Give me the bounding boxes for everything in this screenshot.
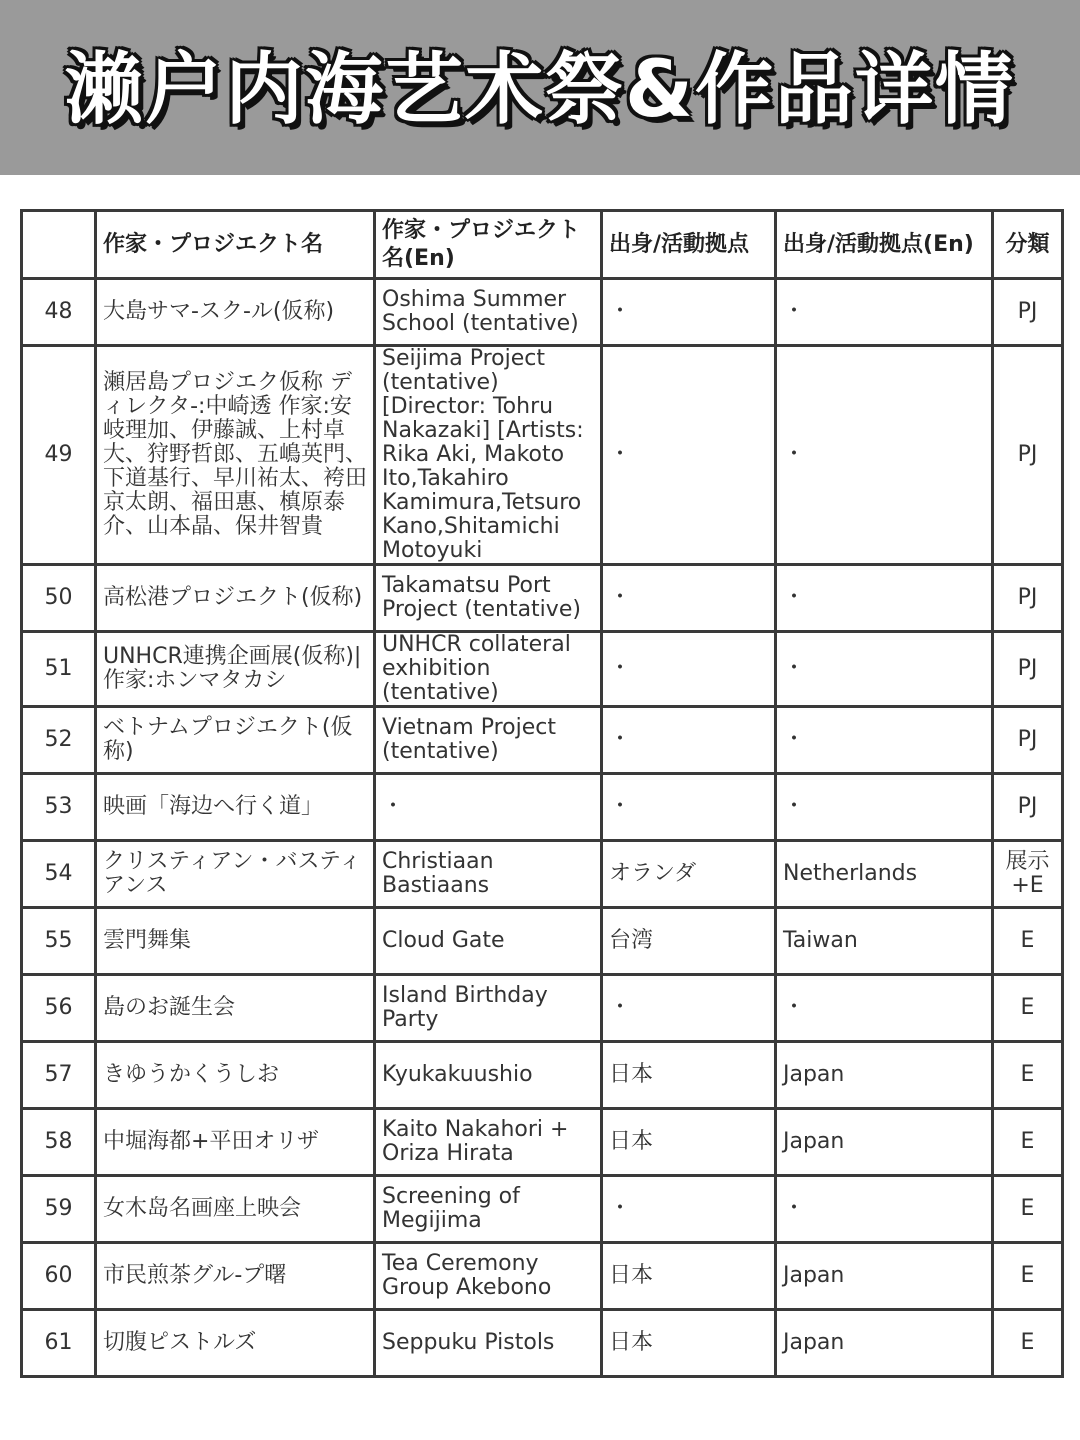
- table-row: [22, 279, 1063, 346]
- origin-jp: ・: [602, 707, 776, 774]
- row-number: 58: [22, 1109, 96, 1176]
- row-number: 60: [22, 1243, 96, 1310]
- origin-jp: ・: [602, 279, 776, 346]
- row-number: 51: [22, 632, 96, 707]
- table-row: [22, 707, 1063, 774]
- row-number: 61: [22, 1310, 96, 1377]
- row-number: 50: [22, 565, 96, 632]
- table-row: [22, 841, 1063, 908]
- category: E: [993, 975, 1063, 1042]
- header-category: 分類: [993, 211, 1063, 279]
- category: PJ: [993, 346, 1063, 565]
- category: E: [993, 1042, 1063, 1109]
- table-row: [22, 1109, 1063, 1176]
- name-jp: 女木岛名画座上映会: [96, 1176, 375, 1243]
- row-number: 55: [22, 908, 96, 975]
- name-jp: 島のお誕生会: [96, 975, 375, 1042]
- table-row: [22, 975, 1063, 1042]
- origin-jp: ・: [602, 1176, 776, 1243]
- table-row: [22, 1310, 1063, 1377]
- row-number: 56: [22, 975, 96, 1042]
- category: E: [993, 1109, 1063, 1176]
- origin-jp: オランダ: [602, 841, 776, 908]
- header-name-jp: 作家・プロジエクト名: [96, 211, 375, 279]
- origin-jp: 日本: [602, 1310, 776, 1377]
- name-en: Tea Ceremony Group Akebono: [375, 1243, 602, 1310]
- origin-en: Japan: [776, 1109, 993, 1176]
- name-jp: 映画「海边へ行く道」: [96, 774, 375, 841]
- table-row: [22, 1176, 1063, 1243]
- category: PJ: [993, 632, 1063, 707]
- name-jp: クリスティアン・バスティアンス: [96, 841, 375, 908]
- row-number: 57: [22, 1042, 96, 1109]
- row-number: 54: [22, 841, 96, 908]
- origin-en: Japan: [776, 1243, 993, 1310]
- row-number: 49: [22, 346, 96, 565]
- name-en: Island Birthday Party: [375, 975, 602, 1042]
- header-num: [22, 211, 96, 279]
- category: PJ: [993, 774, 1063, 841]
- category: PJ: [993, 707, 1063, 774]
- origin-en: Netherlands: [776, 841, 993, 908]
- works-table: [20, 209, 1064, 1378]
- name-jp: きゆうかくうしお: [96, 1042, 375, 1109]
- page-title: 濑户内海艺术祭&作品详情: [64, 44, 1016, 135]
- origin-jp: 日本: [602, 1243, 776, 1310]
- category: PJ: [993, 279, 1063, 346]
- table-row: [22, 346, 1063, 565]
- name-en: Kyukakuushio: [375, 1042, 602, 1109]
- name-jp: 雲門舞集: [96, 908, 375, 975]
- origin-en: ・: [776, 632, 993, 707]
- table-row: [22, 565, 1063, 632]
- row-number: 52: [22, 707, 96, 774]
- name-jp: ベトナムプロジエクト(仮称): [96, 707, 375, 774]
- table-row: [22, 1042, 1063, 1109]
- origin-en: ・: [776, 279, 993, 346]
- origin-jp: 日本: [602, 1042, 776, 1109]
- name-jp: 高松港プロジエクト(仮称): [96, 565, 375, 632]
- name-en: UNHCR collateral exhibition (tentative): [375, 632, 602, 707]
- name-jp: 市民煎茶グル-プ曙: [96, 1243, 375, 1310]
- header-name-en: 作家・プロジエクト名(En): [375, 211, 602, 279]
- origin-jp: ・: [602, 975, 776, 1042]
- row-number: 53: [22, 774, 96, 841]
- origin-en: ・: [776, 1176, 993, 1243]
- origin-en: ・: [776, 565, 993, 632]
- name-jp: UNHCR連携企画展(仮称)|作家:ホンマタカシ: [96, 632, 375, 707]
- category: E: [993, 1176, 1063, 1243]
- origin-en: Japan: [776, 1042, 993, 1109]
- name-jp: 大島サマ-スク-ル(仮称): [96, 279, 375, 346]
- name-en: Christiaan Bastiaans: [375, 841, 602, 908]
- origin-jp: 日本: [602, 1109, 776, 1176]
- table-body: [22, 279, 1063, 1377]
- title-banner: [0, 0, 1080, 175]
- header-origin-en: 出身/活動拠点(En): [776, 211, 993, 279]
- origin-en: ・: [776, 346, 993, 565]
- header-origin-jp: 出身/活動拠点: [602, 211, 776, 279]
- name-en: Takamatsu Port Project (tentative): [375, 565, 602, 632]
- row-number: 59: [22, 1176, 96, 1243]
- name-en: Screening of Megijima: [375, 1176, 602, 1243]
- origin-jp: ・: [602, 346, 776, 565]
- table-row: [22, 908, 1063, 975]
- name-en: Cloud Gate: [375, 908, 602, 975]
- table-row: [22, 632, 1063, 707]
- origin-en: Japan: [776, 1310, 993, 1377]
- name-en: Seijima Project (tentative) [Director: Tohru Nakazaki] [Artists: Rika Aki, Makoto Ito,Takahiro Kamimura,Tetsuro Kano,Shitamichi Motoyuki: [375, 346, 602, 565]
- origin-jp: ・: [602, 774, 776, 841]
- origin-jp: ・: [602, 565, 776, 632]
- category: E: [993, 908, 1063, 975]
- origin-en: ・: [776, 975, 993, 1042]
- category: E: [993, 1243, 1063, 1310]
- name-jp: 切腹ピストルズ: [96, 1310, 375, 1377]
- name-en: Seppuku Pistols: [375, 1310, 602, 1377]
- origin-en: Taiwan: [776, 908, 993, 975]
- name-jp: 中堀海都+平田オリザ: [96, 1109, 375, 1176]
- name-en: Vietnam Project (tentative): [375, 707, 602, 774]
- origin-jp: ・: [602, 632, 776, 707]
- name-en: Kaito Nakahori + Oriza Hirata: [375, 1109, 602, 1176]
- name-en: Oshima Summer School (tentative): [375, 279, 602, 346]
- table-row: [22, 1243, 1063, 1310]
- name-en: ・: [375, 774, 602, 841]
- origin-en: ・: [776, 774, 993, 841]
- category: PJ: [993, 565, 1063, 632]
- category: E: [993, 1310, 1063, 1377]
- row-number: 48: [22, 279, 96, 346]
- header-row: [22, 211, 1063, 279]
- origin-jp: 台湾: [602, 908, 776, 975]
- origin-en: ・: [776, 707, 993, 774]
- category: 展示+E: [993, 841, 1063, 908]
- name-jp: 瀬居島プロジエク仮称 ディレクタ-:中崎透 作家:安岐理加、伊藤誠、上村卓大、狩野哲郎、五嶋英門、下道基行、早川祐太、袴田京太朗、福田惠、槙原泰介、山本晶、保井智貴: [96, 346, 375, 565]
- table-row: [22, 774, 1063, 841]
